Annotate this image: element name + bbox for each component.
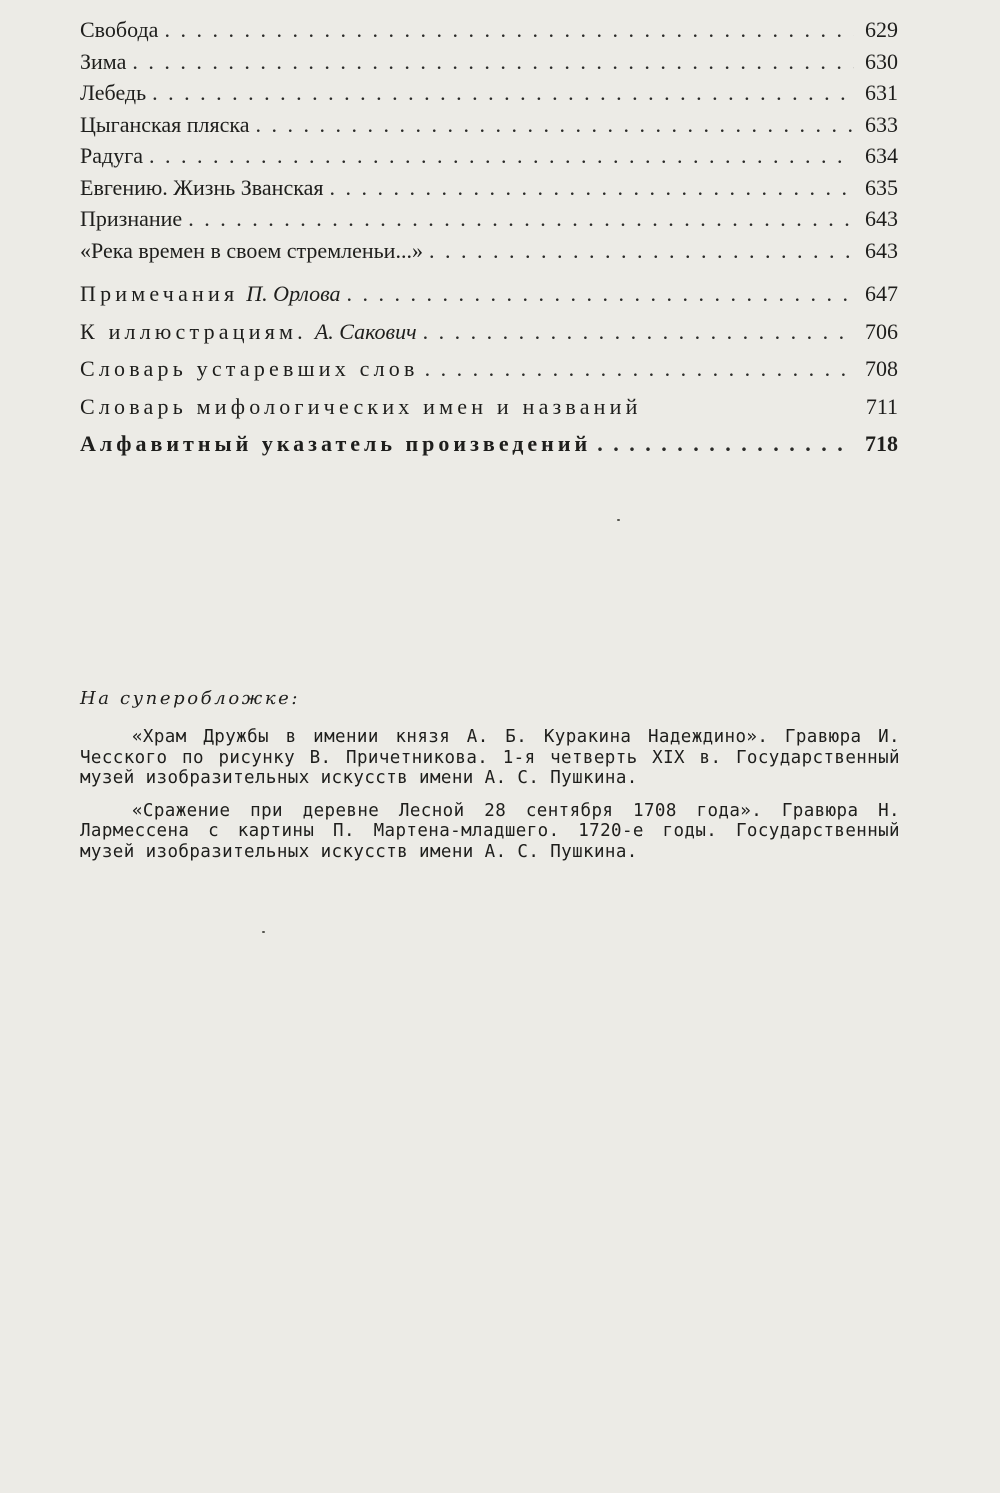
dot-leader: [158, 14, 854, 46]
toc-section-page: 708: [865, 356, 898, 381]
dot-leader: [182, 203, 854, 235]
toc-section-page: 647: [865, 281, 898, 306]
toc-entry-page: 629: [865, 17, 898, 42]
toc-entry-title: Свобода: [80, 17, 159, 42]
toc-section-mythological-names: [80, 388, 898, 426]
toc-section-title: К иллюстрациям. А. Сакович: [80, 318, 417, 344]
toc-entry-page: 643: [865, 206, 898, 231]
print-speck: [262, 931, 265, 933]
toc-entry: [80, 14, 898, 46]
toc-entry-page: 631: [865, 80, 898, 105]
dot-leader: [143, 140, 854, 172]
toc-entry-title: «Река времен в своем стремленьи...»: [80, 237, 423, 263]
toc-entry-title: Зима: [80, 48, 127, 74]
toc-entry: [80, 77, 898, 109]
dot-leader: [250, 109, 855, 141]
toc-section-page: 718: [865, 431, 898, 456]
toc-entry-page: 634: [865, 143, 898, 168]
dot-leader: [323, 172, 854, 204]
toc-section-notes: [80, 275, 898, 313]
toc-section-title: Словарь мифологических имен и названий: [80, 393, 642, 419]
dot-leader: [591, 425, 854, 463]
dot-leader: [419, 350, 854, 388]
toc-entry: [80, 235, 898, 267]
dot-leader: [423, 235, 854, 267]
toc-entry: [80, 203, 898, 235]
toc-entry: [80, 46, 898, 78]
dot-leader: [341, 275, 855, 313]
toc-entry-page: 630: [865, 48, 898, 74]
toc-entry: [80, 140, 898, 172]
table-of-contents: [80, 14, 898, 463]
dot-leader: [126, 46, 854, 78]
toc-entry-title: Евгению. Жизнь Званская: [80, 174, 324, 200]
dust-jacket-heading: На суперобложке:: [80, 688, 301, 709]
toc-entry: [80, 109, 898, 141]
toc-section-illustrations: [80, 313, 898, 351]
toc-section-title: Примечания П. Орлова: [80, 281, 341, 306]
toc-entry-title: Цыганская пляска: [80, 111, 250, 137]
toc-section-author: П. Орлова: [246, 281, 341, 306]
toc-entry-title: Радуга: [80, 143, 143, 168]
dust-jacket-caption: «Храм Дружбы в имении князя А. Б. Куракина Надеждино». Гравюра И. Чесского по рисунку В. Причетникова. 1-я четверть XIX в. Государственный музей изобразительных искусств имени А. С. Пушкина.: [80, 727, 900, 788]
toc-section-author: А. Сакович: [314, 318, 417, 344]
toc-entry-title: Признание: [80, 206, 183, 231]
dot-leader: [417, 313, 854, 351]
toc-section-page: 706: [865, 318, 898, 344]
toc-entry-page: 633: [865, 111, 898, 137]
toc-section-obsolete-words: [80, 350, 898, 388]
toc-entry-page: 643: [865, 237, 898, 263]
print-speck: [617, 519, 620, 521]
toc-section-alphabetical-index: [80, 425, 898, 463]
dust-jacket-caption: «Сражение при деревне Лесной 28 сентября 1708 года». Гравюра Н. Лармессена с картины П. Мартена-младшего. 1720-е годы. Государственный музей изобразительных искусств имени А. С. Пушкина.: [80, 800, 900, 862]
dot-leader: [146, 77, 854, 109]
toc-entry-title: Лебедь: [80, 80, 147, 105]
toc-entry-page: 635: [865, 174, 898, 200]
toc-section-title: Словарь устаревших слов: [80, 356, 419, 381]
dust-jacket-note: [80, 688, 900, 874]
toc-section-title: Алфавитный указатель произведений: [80, 431, 592, 456]
toc-section-page: 711: [865, 393, 898, 419]
toc-entry: [80, 172, 898, 204]
